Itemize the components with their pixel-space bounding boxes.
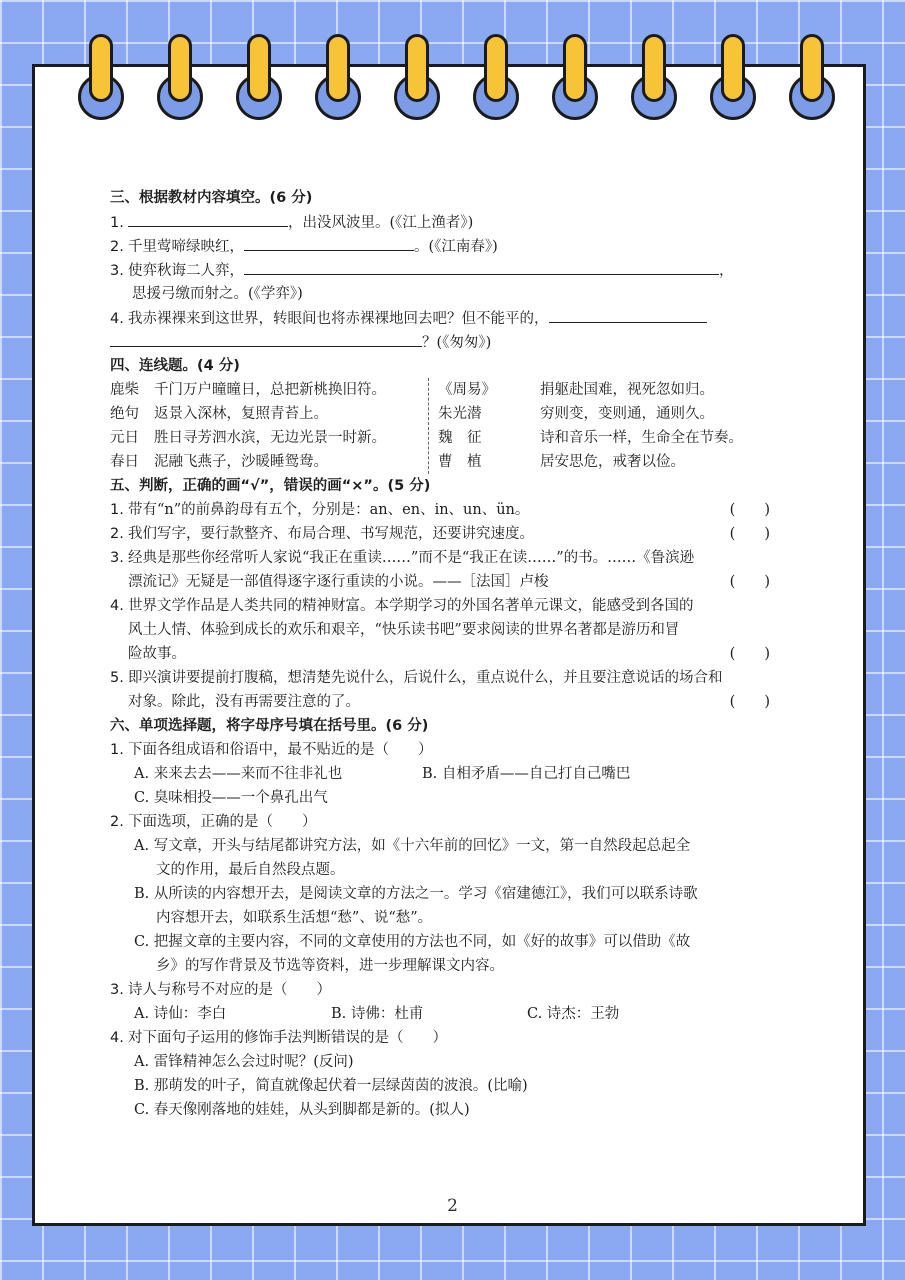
matching-item-a[interactable]: 元日 <box>110 430 139 446</box>
answer-parentheses[interactable]: ( ) <box>729 646 770 662</box>
option-b-line1[interactable]: B. 从所读的内容想开去，是阅读文章的方法之一。学习《宿建德江》，我们可以联系诗歌 <box>134 886 698 902</box>
ring-clip <box>563 34 587 102</box>
judgement-item-line: 2. 我们写字，要行款整齐、布局合理、书写规范，还要讲究速度。 ( ) <box>110 522 770 546</box>
matching-item-c[interactable]: 曹 植 <box>438 454 482 470</box>
matching-item-d[interactable]: 居安思危，戒奢以俭。 <box>540 454 685 470</box>
section4-title: 四、连线题。(4 分) <box>110 358 240 374</box>
option-a-line1[interactable]: A. 写文章，开头与结尾都讲究方法，如《十六年前的回忆》一文，第一自然段起总起全 <box>134 838 691 854</box>
judgement-item-line: 3. 经典是那些你经常听人家说“我正在重读……”而不是“我正在读……”的书。……《鲁滨逊 <box>110 550 695 566</box>
section3-q4: 4. 我赤裸裸来到这世界，转眼间也将赤裸裸地回去吧？但不能平的， <box>110 306 770 330</box>
section6-q1-options <box>110 762 770 786</box>
option-b-line2: 内容想开去，如联系生活想“愁”、说“愁”。 <box>156 910 433 926</box>
answer-blank[interactable] <box>128 210 288 227</box>
option-a[interactable]: A. 雷锋精神怎么会过时呢？(反问) <box>134 1054 354 1070</box>
judgement-item-line: 对象。除此，没有再需要注意的了。 ( ) <box>110 690 770 714</box>
matching-item-d[interactable]: 穷则变，变则通，通则久。 <box>540 406 714 422</box>
option-b[interactable]: B. 自相矛盾——自己打自己嘴巴 <box>422 766 631 782</box>
ring-clip <box>405 34 429 102</box>
option-a[interactable]: A. 来来去去——来而不往非礼也 <box>134 766 343 782</box>
ring-clip <box>168 34 192 102</box>
binder-ring <box>704 34 762 120</box>
section5-title: 五、判断，正确的画“√”，错误的画“×”。(5 分) <box>110 478 431 494</box>
answer-parentheses[interactable]: ( ) <box>729 502 770 518</box>
option-c[interactable]: C. 诗杰：王勃 <box>527 1006 620 1022</box>
matching-item-d[interactable]: 诗和音乐一样，生命全在节奏。 <box>540 430 743 446</box>
matching-item-a[interactable]: 绝句 <box>110 406 139 422</box>
section3-q2: 2. 千里莺啼绿映红， 。(《江南春》) <box>110 234 770 258</box>
matching-item-c[interactable]: 朱光潜 <box>438 406 482 422</box>
binder-ring <box>783 34 841 120</box>
option-a[interactable]: A. 诗仙：李白 <box>134 1006 227 1022</box>
answer-parentheses[interactable]: ( ) <box>729 694 770 710</box>
binder-ring <box>309 34 367 120</box>
section3-q3: 3. 使弈秋诲二人弈， ， <box>110 258 770 282</box>
section3-q3-line2: 思援弓缴而射之。(《学弈》) <box>132 286 303 302</box>
section3-title: 三、根据教材内容填空。(6 分) <box>110 190 313 206</box>
ring-clip <box>247 34 271 102</box>
section3-q4-line2: ？(《匆匆》) <box>110 330 770 354</box>
judgement-item-line: 5. 即兴演讲要提前打腹稿，想清楚先说什么，后说什么，重点说什么，并且要注意说话的场合和 <box>110 670 723 686</box>
judgement-item-line: 风土人情、体验到成长的欢乐和艰辛，“快乐读书吧”要求阅读的世界名著都是游历和冒 <box>128 622 680 638</box>
page-number: 2 <box>447 1196 458 1216</box>
judgement-item-line: 漂流记》无疑是一部值得逐字逐行重读的小说。——［法国］卢梭 ( ) <box>110 570 770 594</box>
matching-divider <box>428 378 429 474</box>
option-b[interactable]: B. 那萌发的叶子，简直就像起伏着一层绿茵茵的波浪。(比喻) <box>134 1078 528 1094</box>
judgement-item-line: 1. 带有“n”的前鼻韵母有五个，分别是：an、en、in、un、ün。 ( ) <box>110 498 770 522</box>
binder-ring <box>72 34 130 120</box>
binder-ring <box>151 34 209 120</box>
section6-q3-options <box>110 1002 770 1026</box>
matching-item-a[interactable]: 鹿柴 <box>110 382 139 398</box>
matching-item-b[interactable]: 胜日寻芳泗水滨，无边光景一时新。 <box>154 430 386 446</box>
option-c[interactable]: C. 臭味相投——一个鼻孔出气 <box>134 790 328 806</box>
answer-parentheses[interactable]: ( ) <box>729 574 770 590</box>
option-c[interactable]: C. 春天像刚落地的娃娃，从头到脚都是新的。(拟人) <box>134 1102 470 1118</box>
ring-clip <box>721 34 745 102</box>
section3-q1: 1. ，出没风波里。(《江上渔者》) <box>110 210 770 234</box>
section6-q2: 2. 下面选项，正确的是（ ） <box>110 814 317 830</box>
judgement-item-line: 4. 世界文学作品是人类共同的精神财富。本学期学习的外国名著单元课文，能感受到各国的 <box>110 598 694 614</box>
answer-blank[interactable] <box>244 258 719 275</box>
section6-title: 六、单项选择题，将字母序号填在括号里。(6 分) <box>110 718 429 734</box>
worksheet-content <box>110 186 770 1122</box>
binder-ring <box>467 34 525 120</box>
option-a-line2: 文的作用，最后自然段点题。 <box>156 862 345 878</box>
ring-clip <box>89 34 113 102</box>
option-b[interactable]: B. 诗佛：杜甫 <box>331 1006 424 1022</box>
ring-clip <box>326 34 350 102</box>
matching-item-c[interactable]: 《周易》 <box>438 382 496 398</box>
answer-parentheses[interactable]: ( ) <box>729 526 770 542</box>
ring-clip <box>642 34 666 102</box>
binder-ring <box>230 34 288 120</box>
option-c-line2: 乡》的写作背景及节选等资料，进一步理解课文内容。 <box>156 958 504 974</box>
matching-item-b[interactable]: 千门万户曈曈日，总把新桃换旧符。 <box>154 382 386 398</box>
option-c-line1[interactable]: C. 把握文章的主要内容，不同的文章使用的方法也不同，如《好的故事》可以借助《故 <box>134 934 691 950</box>
matching-item-b[interactable]: 泥融飞燕子，沙暖睡鸳鸯。 <box>154 454 328 470</box>
matching-item-d[interactable]: 捐躯赴国难，视死忽如归。 <box>540 382 714 398</box>
section6-q3: 3. 诗人与称号不对应的是（ ） <box>110 982 331 998</box>
binder-ring <box>388 34 446 120</box>
matching-item-b[interactable]: 返景入深林，复照青苔上。 <box>154 406 328 422</box>
binder-ring <box>546 34 604 120</box>
binder-ring <box>625 34 683 120</box>
judgement-list <box>110 498 770 714</box>
ring-clip <box>484 34 508 102</box>
matching-item-c[interactable]: 魏 征 <box>438 430 482 446</box>
answer-blank[interactable] <box>110 330 422 347</box>
judgement-item-line: 险故事。 ( ) <box>110 642 770 666</box>
ring-clip <box>800 34 824 102</box>
matching-table <box>110 378 770 474</box>
answer-blank[interactable] <box>549 306 707 323</box>
section6-q4: 4. 对下面句子运用的修饰手法判断错误的是（ ） <box>110 1030 447 1046</box>
matching-item-a[interactable]: 春日 <box>110 454 139 470</box>
answer-blank[interactable] <box>244 234 414 251</box>
section6-q1: 1. 下面各组成语和俗语中，最不贴近的是（ ） <box>110 742 433 758</box>
